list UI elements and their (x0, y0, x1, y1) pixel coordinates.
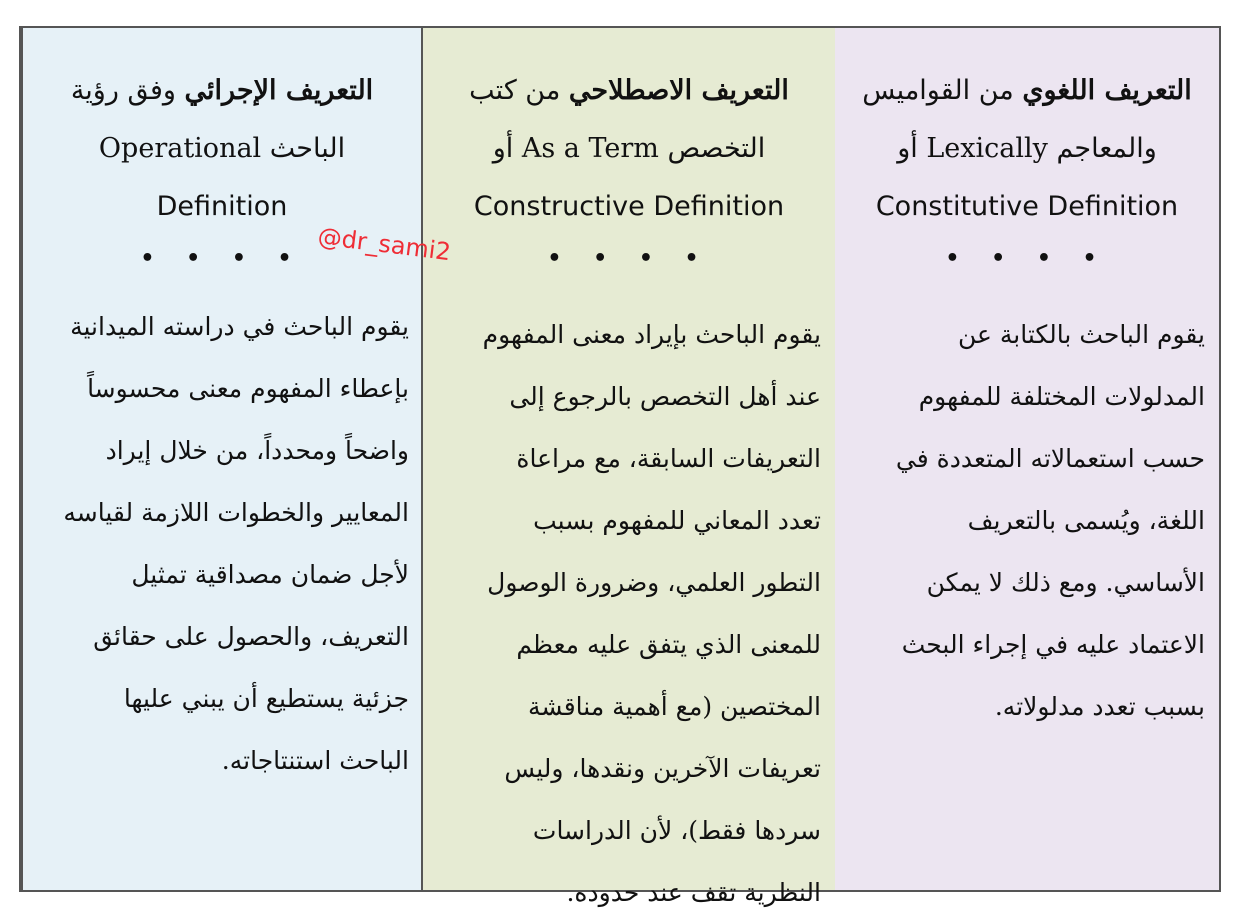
term-separator: • • • • (547, 246, 711, 271)
lexical-body-line: المدلولات المختلفة للمفهوم (918, 382, 1205, 411)
term-body-line: التطور العلمي، وضرورة الوصول (487, 568, 821, 597)
lexical-heading-line-1: التعريف اللغوي من القواميس (862, 75, 1192, 106)
operational-heading (41, 62, 403, 236)
operational-body-line: بإعطاء المفهوم معنى محسوساً (87, 374, 409, 403)
watermark: @dr_sami2 (316, 222, 453, 267)
term-heading-line-2: التخصص As a Term أو (492, 133, 766, 164)
operational-definition-column (21, 28, 421, 890)
lexical-body-line: اللغة، ويُسمى بالتعريف (967, 506, 1205, 535)
lexical-separator: • • • • (945, 246, 1109, 271)
operational-body-line: الباحث استنتاجاته. (221, 746, 409, 775)
term-body-line: تعريفات الآخرين ونقدها، وليس (504, 754, 821, 783)
term-body-line: التعريفات السابقة، مع مراعاة (516, 444, 821, 473)
operational-body-line: واضحاً ومحدداً، من خلال إيراد (105, 436, 409, 465)
term-body-line: النظرية تقف عند حدوده. (566, 878, 821, 907)
operational-body-line: لأجل ضمان مصداقية تمثيل (131, 560, 409, 589)
lexical-body-line: الاعتماد عليه في إجراء البحث (901, 630, 1205, 659)
lexical-heading-line-3: Constitutive Definition (875, 191, 1179, 222)
operational-body (37, 296, 409, 792)
lexical-heading (853, 62, 1201, 236)
term-heading (441, 62, 817, 236)
term-body-line: عند أهل التخصص بالرجوع إلى (509, 382, 821, 411)
term-definition-column (421, 28, 835, 907)
operational-heading-line-1: التعريف الإجرائي وفق رؤية (70, 75, 374, 106)
term-body-line: تعدد المعاني للمفهوم بسبب (533, 506, 821, 535)
lexical-body (849, 304, 1205, 738)
lexical-heading-line-2: والمعاجم Lexically أو (897, 133, 1157, 164)
operational-heading-line-3: Definition (156, 191, 288, 222)
operational-body-line: جزئية يستطيع أن يبني عليها (123, 684, 409, 713)
operational-body-line: يقوم الباحث في دراسته الميدانية (70, 312, 409, 341)
lexical-body-line: حسب استعمالاته المتعددة في (895, 444, 1205, 473)
definitions-table (19, 26, 1221, 907)
operational-heading-line-2: الباحث Operational (98, 133, 346, 164)
term-body-line: سردها فقط)، لأن الدراسات (532, 816, 821, 845)
operational-separator: • • • • (140, 246, 304, 271)
lexical-body-line: يقوم الباحث بالكتابة عن (957, 320, 1205, 349)
term-body-line: المختصين (مع أهمية مناقشة (528, 692, 821, 721)
term-body (437, 304, 821, 924)
operational-body-line: المعايير والخطوات اللازمة لقياسه (63, 498, 409, 527)
term-body-line: للمعنى الذي يتفق عليه معظم (516, 630, 821, 659)
lexical-body-line: بسبب تعدد مدلولاته. (994, 692, 1205, 721)
lexical-body-line: الأساسي. ومع ذلك لا يمكن (926, 568, 1205, 597)
term-heading-line-1: التعريف الاصطلاحي من كتب (469, 75, 789, 106)
term-body-line: يقوم الباحث بإيراد معنى المفهوم (482, 320, 821, 349)
term-heading-line-3: Constructive Definition (473, 191, 785, 222)
operational-body-line: التعريف، والحصول على حقائق (93, 622, 409, 651)
lexical-definition-column (835, 28, 1219, 890)
